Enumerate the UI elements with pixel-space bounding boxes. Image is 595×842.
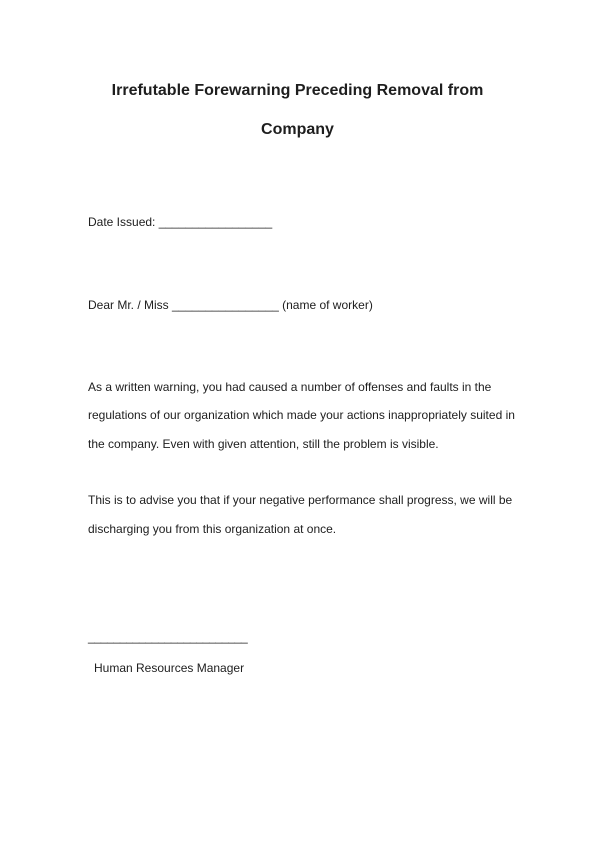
paragraph-2-line: discharging you from this organization at once. <box>88 522 337 536</box>
paragraph-2-line: This is to advise you that if your negative performance shall progress, we will be <box>88 493 513 507</box>
paragraph-1-line: the company. Even with given attention, still the problem is visible. <box>88 437 439 451</box>
paragraph-1-line: As a written warning, you had caused a number of offenses and faults in the <box>88 380 492 394</box>
document-title-line-1: Irrefutable Forewarning Preceding Removal from <box>111 82 484 99</box>
date-issued-line: Date Issued: _________________ <box>88 215 273 229</box>
salutation-line: Dear Mr. / Miss ________________ (name of worker) <box>88 298 373 312</box>
document-title-line-2: Company <box>261 121 334 138</box>
paragraph-1-line: regulations of our organization which made your actions inappropriately suited in <box>88 408 515 422</box>
signature-line: _________________________ <box>88 630 248 644</box>
signatory-title: Human Resources Manager <box>94 661 245 675</box>
